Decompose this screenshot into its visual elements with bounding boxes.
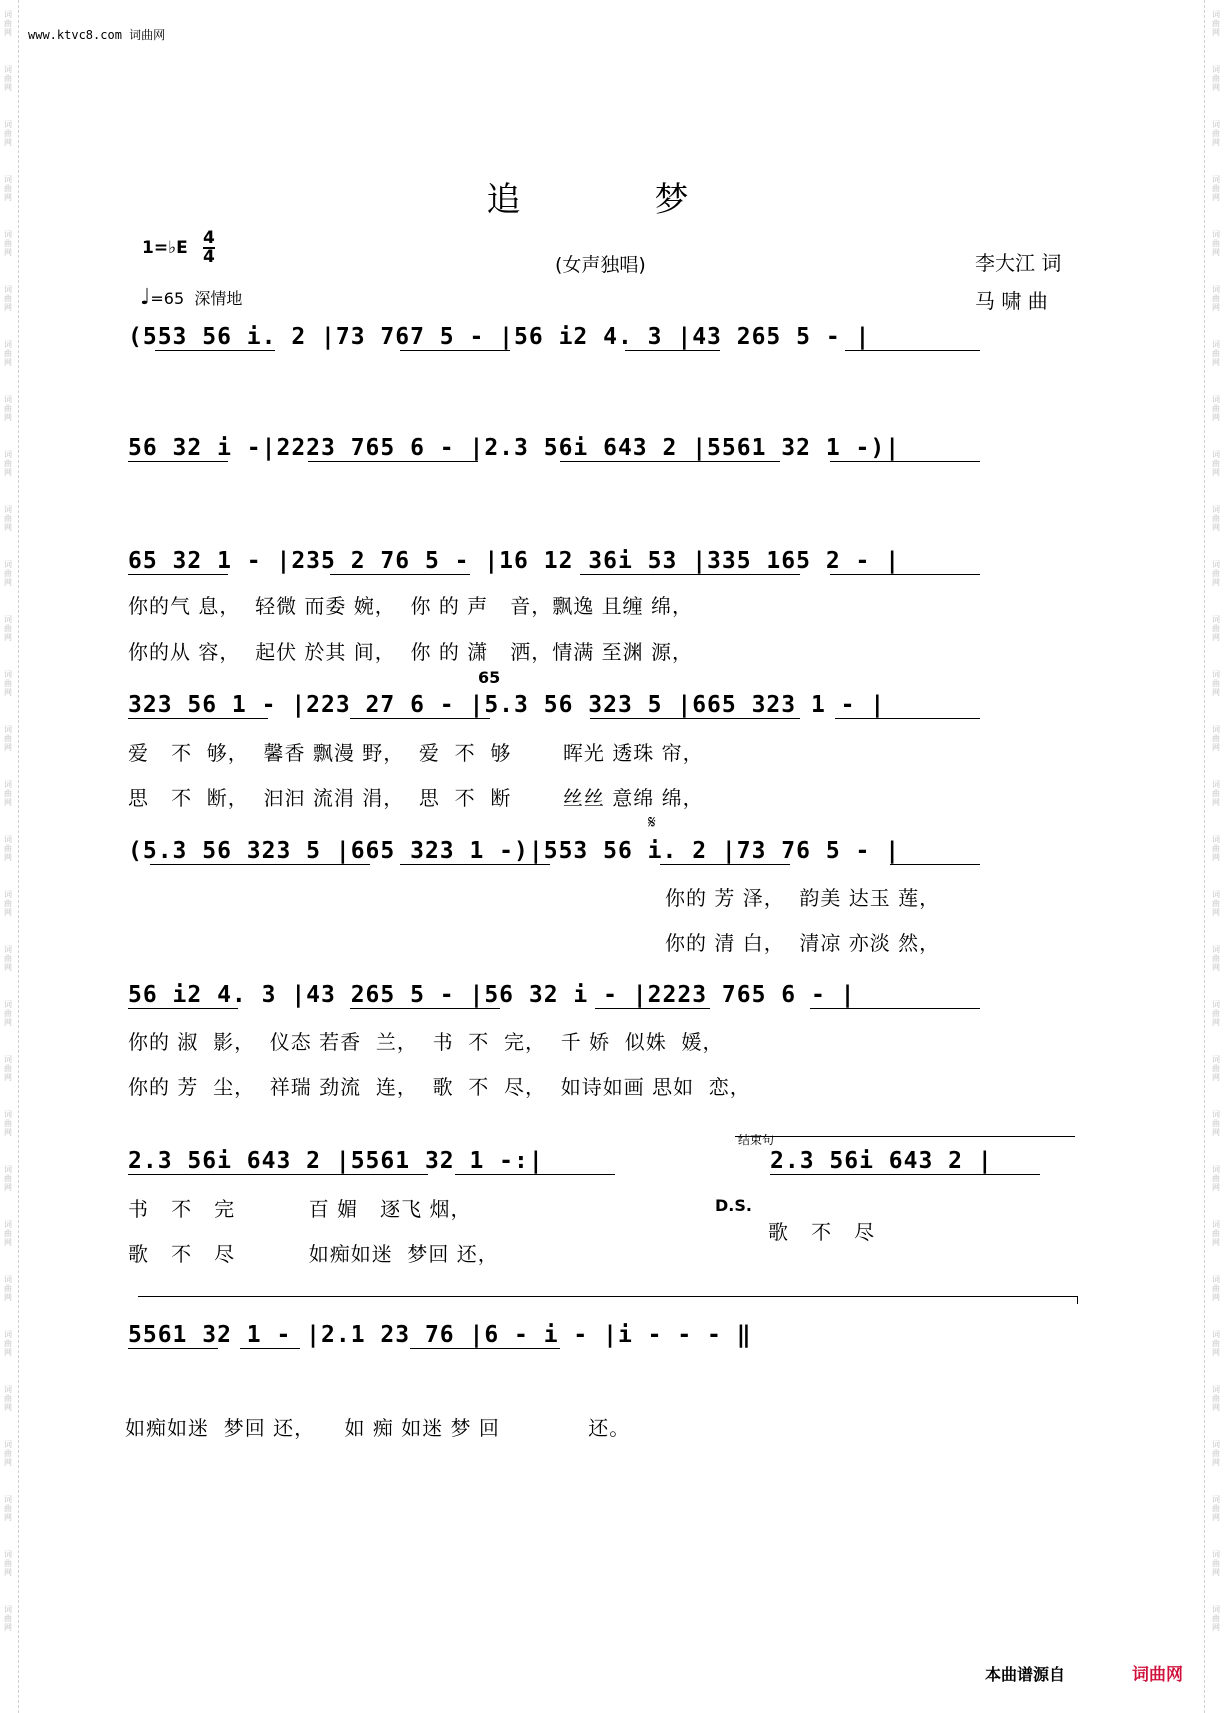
beam: [830, 461, 980, 462]
lyric-line-6-verse-1: 你的 淑 影， 仪态 若香 兰， 书 不 完， 千 娇 似姝 媛，: [128, 1030, 724, 1054]
ending-bracket: [138, 1296, 1078, 1297]
beam: [350, 1008, 500, 1009]
beam: [128, 1008, 238, 1009]
beam: [400, 350, 510, 351]
beam: [330, 574, 470, 575]
beam: [660, 864, 790, 865]
score-line-7: 2.3 56i 643 2 |5561 32 1 -:|: [128, 1148, 544, 1174]
left-border: [18, 0, 20, 1713]
beam: [155, 350, 275, 351]
time-signature: [203, 230, 215, 266]
score-line-3: 65 32 1 - |235 2 76 5 - |16 12 36i 53 |335 165 2 - |: [128, 548, 901, 574]
beam: [595, 1008, 710, 1009]
lyricist-credit: 李大江 词: [975, 251, 1062, 275]
score-line-7-volta: 2.3 56i 643 2 |: [770, 1148, 993, 1174]
left-watermark-strip: 词 曲 网 词 曲 网 词 曲 网 词 曲 网 词 曲 网 词 曲 网 词 曲 网 词 曲 网 词 曲 网 词 曲 网 词 曲 网 词 曲 网 词 曲 网 词 曲 网 词 曲 网 词 曲 网 词 曲 网 词 曲 网 词 曲 网 词 曲 网 词 曲 网 词 曲 网 词 曲 网 词 曲 网 词 曲 网 词 曲 网 词 曲 网 词 曲 网 词 曲 网 词 曲 网: [4, 10, 12, 1632]
source-note: 本曲谱源自: [985, 1665, 1066, 1684]
lyric-line-7-volta: 歌 不 尽: [768, 1220, 876, 1244]
beam: [240, 1348, 300, 1349]
beam: [845, 350, 980, 351]
lyric-line-7-verse-1: 书 不 完 百 媚 逐飞 烟，: [128, 1197, 472, 1221]
beam: [128, 1348, 218, 1349]
composer-credit: 马 啸 曲: [975, 289, 1048, 313]
volta-bracket: [735, 1136, 1075, 1137]
beam: [410, 1348, 560, 1349]
lyric-line-4-verse-2: 思 不 断， 汩汩 流涓 涓， 思 不 断 丝丝 意绵 绵，: [128, 786, 704, 810]
score-line-5: (5.3 56 323 5 |665 323 1 -)|553 56 i. 2 |73 76 5 - |: [128, 838, 901, 864]
beam: [830, 574, 980, 575]
beam: [150, 864, 370, 865]
song-title: 追 梦: [486, 180, 739, 220]
lyric-line-5-verse-1: 你的 芳 泽， 韵美 达玉 莲，: [665, 886, 941, 910]
lyric-line-7-verse-2: 歌 不 尽 如痴如迷 梦回 还，: [128, 1242, 499, 1266]
ending-label: 结束句: [738, 1133, 775, 1147]
site-url: www.ktvc8.com 词曲网: [28, 28, 166, 42]
tempo-expression: 深情地: [194, 289, 243, 308]
lyric-line-5-verse-2: 你的 清 白， 清凉 亦淡 然，: [665, 931, 941, 955]
beam: [400, 864, 550, 865]
lyric-line-4-verse-1: 爱 不 够， 馨香 飘漫 野， 爱 不 够 晖光 透珠 帘，: [128, 741, 704, 765]
tempo-marking: [140, 285, 242, 310]
score-line-1: (553 56 i. 2 |73 767 5 - |56 i2 4. 3 |43 265 5 - |: [128, 324, 871, 350]
quarter-note-icon: ♩: [140, 285, 151, 310]
beam: [835, 718, 980, 719]
right-border: [1204, 0, 1206, 1713]
beam: [128, 574, 228, 575]
beam: [455, 1174, 615, 1175]
beam: [560, 461, 780, 462]
beam: [770, 1174, 1040, 1175]
tempo-bpm: =65: [150, 289, 185, 308]
beam: [128, 718, 268, 719]
bracket-end: [1077, 1296, 1078, 1304]
beam: [128, 1174, 428, 1175]
beam: [890, 864, 980, 865]
performance-note: (女声独唱): [555, 254, 646, 276]
beam: [128, 461, 228, 462]
score-line-4: 323 56 1 - |223 27 6 - |5.3 56 323 5 |665 323 1 - |: [128, 692, 886, 718]
beam: [625, 350, 720, 351]
meter-top: 4: [203, 228, 215, 248]
score-line-6: 56 i2 4. 3 |43 265 5 - |56 32 i - |2223 765 6 - |: [128, 982, 856, 1008]
right-watermark-strip: 词 曲 网 词 曲 网 词 曲 网 词 曲 网 词 曲 网 词 曲 网 词 曲 网 词 曲 网 词 曲 网 词 曲 网 词 曲 网 词 曲 网 词 曲 网 词 曲 网 词 曲 网 词 曲 网 词 曲 网 词 曲 网 词 曲 网 词 曲 网 词 曲 网 词 曲 网 词 曲 网 词 曲 网 词 曲 网 词 曲 网 词 曲 网 词 曲 网 词 曲 网 词 曲 网: [1212, 10, 1220, 1632]
lyric-line-6-verse-2: 你的 芳 尘， 祥瑞 劲流 连， 歌 不 尽， 如诗如画 思如 恋，: [128, 1075, 751, 1099]
brand-logo: 词曲网: [1132, 1665, 1183, 1685]
lyric-line-3-verse-1: 你的气 息， 轻微 而委 婉， 你 的 声 音，飘逸 且缠 绵，: [128, 594, 694, 618]
lyric-line-8: 如痴如迷 梦回 还， 如 痴 如迷 梦 回 还。: [125, 1416, 631, 1440]
grace-notes: 65: [478, 668, 501, 687]
beam: [308, 461, 478, 462]
dal-segno-mark: D.S.: [715, 1196, 752, 1215]
beam: [810, 1008, 980, 1009]
meter-bottom: 4: [203, 247, 215, 267]
beam: [590, 718, 800, 719]
score-line-2: 56 32 i -|2223 765 6 - |2.3 56i 643 2 |5561 32 1 -)|: [128, 435, 901, 461]
beam: [350, 718, 490, 719]
beam: [580, 574, 800, 575]
lyric-line-3-verse-2: 你的从 容， 起伏 於其 间， 你 的 潇 洒，情满 至渊 源，: [128, 640, 694, 664]
score-line-8: 5561 32 1 - |2.1 23 76 |6 - i - |i - - - ‖: [128, 1322, 752, 1348]
segno-icon: 𝄋: [648, 812, 656, 833]
key-signature: 1=♭E: [142, 238, 188, 258]
